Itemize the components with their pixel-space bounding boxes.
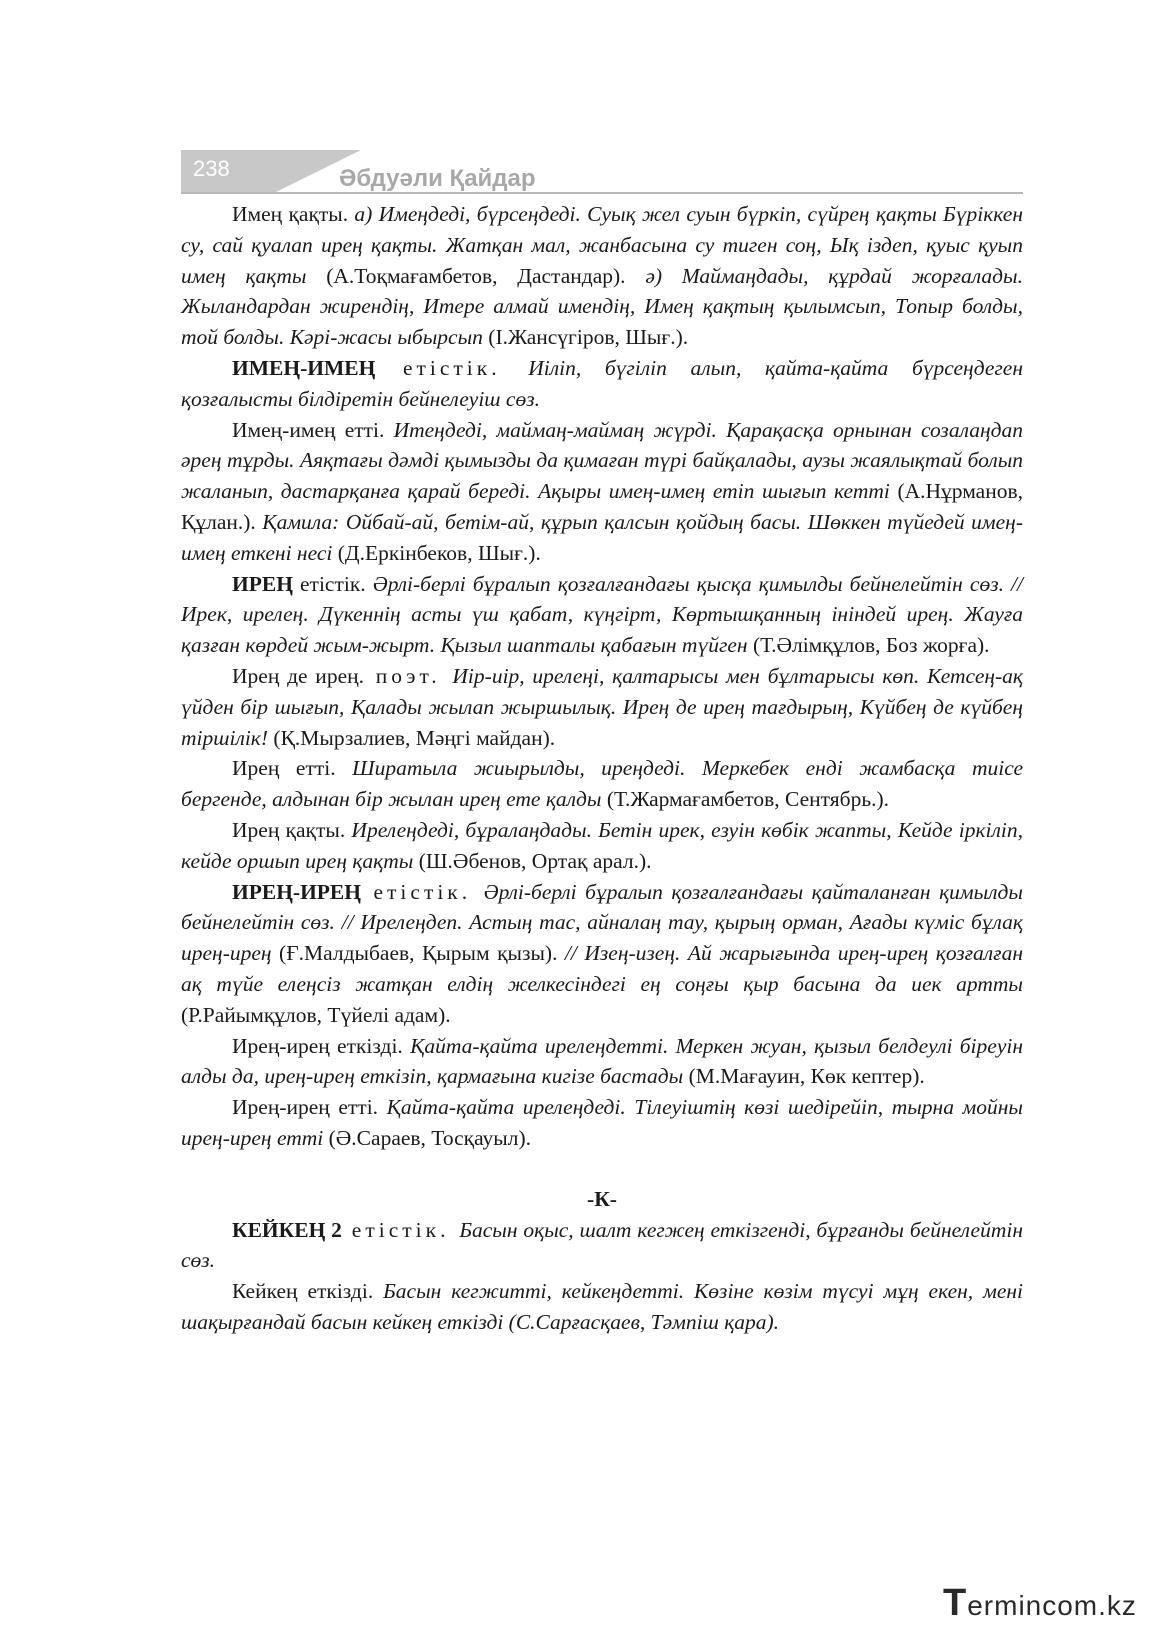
headword: КЕЙКЕҢ 2 <box>232 1217 342 1242</box>
grammar-label: поэт. <box>364 663 453 688</box>
page-number: 238 <box>193 156 230 181</box>
phrase: Ирең-ирең етті. <box>232 1095 379 1120</box>
page-header <box>181 150 1023 195</box>
entry-keiken-etkizdi <box>181 1276 1023 1338</box>
phrase: Кейкең еткізді. <box>232 1279 374 1304</box>
phrase: Ирең-ирең еткізді. <box>232 1033 403 1058</box>
source: (Ә.Сараев, Тосқауыл). <box>323 1125 532 1150</box>
definition: // Изең-изең. Ай жарығында ирең-ирең қозғалған ақ түйе елеңсіз жатқан елдің желкесіндегі ең соңғы қыр басына да иек артты <box>181 941 1023 996</box>
definition: а) Имеңдеді, бүрсеңдеді. Суық жел суын бүркіп, сүйрең қақты Бүріккен су, сай қуалап ирең қақты. Жатқан мал, жанбасына су тиген соң, Ық іздеп, қуыс қуып имең қақты <box>181 202 1023 288</box>
phrase: Ирең қақты. <box>232 817 346 842</box>
header-rule <box>181 192 1023 194</box>
grammar-label: етістік. <box>375 355 529 380</box>
watermark-text: ermincom.kz <box>967 1590 1137 1621</box>
source: (Т.Әлімқұлов, Боз жорға). <box>747 633 990 658</box>
headword: ИРЕҢ-ИРЕҢ <box>232 879 361 904</box>
source: (Д.Еркінбеков, Шығ.). <box>332 540 541 565</box>
running-title: Әбдуәли Қайдар <box>339 165 536 192</box>
phrase: Имең қақты. <box>232 202 349 226</box>
source: (А.Нұрманов, Құлан.). <box>181 479 1024 534</box>
source: (М.Мағауин, Көк кептер). <box>683 1064 925 1089</box>
watermark-initial: T <box>943 1582 968 1624</box>
definition: Иір-иір, ирелеңі, қалтарысы мен бұлтарысы көп. Кетсең-ақ үйден бір шығып, Қалады жылап жыршылық. Ирең де ирең тағдырың, Күйбең де күйбең тіршілік! <box>181 663 1023 750</box>
grammar-label: етістік. <box>341 1217 460 1242</box>
entry-iren <box>181 569 1023 661</box>
entry-iren-iren-etti <box>181 1092 1023 1154</box>
entry-iren-etti <box>181 753 1023 815</box>
source: (І.Жансүгіров, Шығ.). <box>482 325 689 350</box>
headword: ИРЕҢ <box>232 571 293 596</box>
entry-imen-imen <box>181 353 1023 415</box>
section-letter: -К- <box>587 1186 617 1211</box>
watermark-logo <box>943 1582 1137 1624</box>
source: (Ғ.Малдыбаев, Қырым қызы). <box>271 941 558 966</box>
entry-iren-iren-etkizdi <box>181 1031 1023 1093</box>
definition: Басын оқыс, шалт кегжең еткізгенді, бұрғанды бейнелейтін сөз. <box>181 1217 1023 1273</box>
definition: Әрлі-берлі бұралып қозғалғандағы қысқа қимылды бейнелейтін сөз. // Ирек, ирелең. Дүкеннің асты үш қабат, күңгірт, Көртышқанның ініндей ирең. Жауға қазған көрдей жым-жырт. Қызыл шапталы қабағын түйген <box>181 571 1023 658</box>
definition: Ирелеңдеді, бұралаңдады. Бетін ирек, езуін көбік жапты, Кейде іркіліп, кейде оршып ирең қақты <box>181 817 1023 873</box>
page-body <box>181 199 1023 1338</box>
definition: Қамила: Ойбай-ай, бетім-ай, құрып қалсын қойдың басы. Шөккен түйедей имең-имең еткені несі <box>181 509 1023 565</box>
definition: ә) Маймаңдады, құрдай жорғалады. Жыландардан жирендің, Итере алмай имендің, Имең қақтың қылымсып, Топыр болды, той болды. Кәрі-жасы ыбырсып <box>181 263 1023 350</box>
definition: Қайта-қайта ирелеңдеді. Тілеуіштің көзі шедірейіп, тырна мойны ирең-ирең етті <box>181 1095 1023 1150</box>
definition: Иіліп, бүгіліп алып, қайта-қайта бүрсеңдеген қозғалысты білдіретін бейнелеуіш сөз. <box>181 355 1023 411</box>
source: (Р.Райымқұлов, Түйелі адам). <box>181 1002 451 1027</box>
definition: Итеңдеді, маймаң-маймаң жүрді. Қарақасқа орнынан созалаңдап әрең тұрды. Аяқтағы дәмді қымызды да қимаған түрі байқалады, аузы жаялықтай болып жаланып, дастарқанға қарай береді. Ақыры имең-имең етіп шығып кетті <box>181 417 1023 504</box>
source: (Қ.Мырзалиев, Мәңгі майдан). <box>268 725 556 750</box>
definition: Басын кегжитті, кейкеңдетті. Көзіне көзім түсуі мұң екен, мені шақырғандай басын кейкең еткізді (С.Сарғасқаев, Тәмпіш қара). <box>181 1279 1023 1334</box>
phrase: Ирең етті. <box>232 756 336 781</box>
source: (А.Тоқмағамбетов, Дастандар). <box>306 263 626 288</box>
headword: ИМЕҢ-ИМЕҢ <box>232 355 376 380</box>
definition: Қайта-қайта ирелеңдетті. Меркен жуан, қызыл белдеулі біреуін алды да, ирең-ирең еткізіп, қармағына кигізе бастады <box>181 1033 1023 1089</box>
source: (Т.Жармағамбетов, Сентябрь.). <box>601 787 890 812</box>
entry-iren-qaqty <box>181 815 1023 877</box>
definition: Әрлі-берлі бұралып қозғалғандағы қайталанған қимылды бейнелейтін сөз. // Ирелеңдеп. Астың тас, айналаң тау, қырың орман, Ағады күміс бұлақ ирең-ирең <box>181 879 1023 966</box>
phrase: Имең-имең етті. <box>232 417 385 442</box>
source: (Ш.Әбенов, Ортақ арал.). <box>413 848 652 873</box>
grammar-label: етістік. <box>292 571 373 596</box>
phrase: Ирең де ирең. <box>232 663 364 688</box>
entry-imen-imen-etti <box>181 415 1023 569</box>
entry-keiken-2 <box>181 1215 1023 1277</box>
entry-iren-iren <box>181 877 1023 1031</box>
grammar-label: етістік. <box>361 879 484 904</box>
entry-iren-de-iren <box>181 661 1023 753</box>
entry-imen-qaqty <box>181 199 1023 353</box>
definition: Ширатыла жиырылды, иреңдеді. Меркебек енді жамбасқа тиісе бергенде, алдынан бір жылан ирең ете қалды <box>181 756 1023 812</box>
